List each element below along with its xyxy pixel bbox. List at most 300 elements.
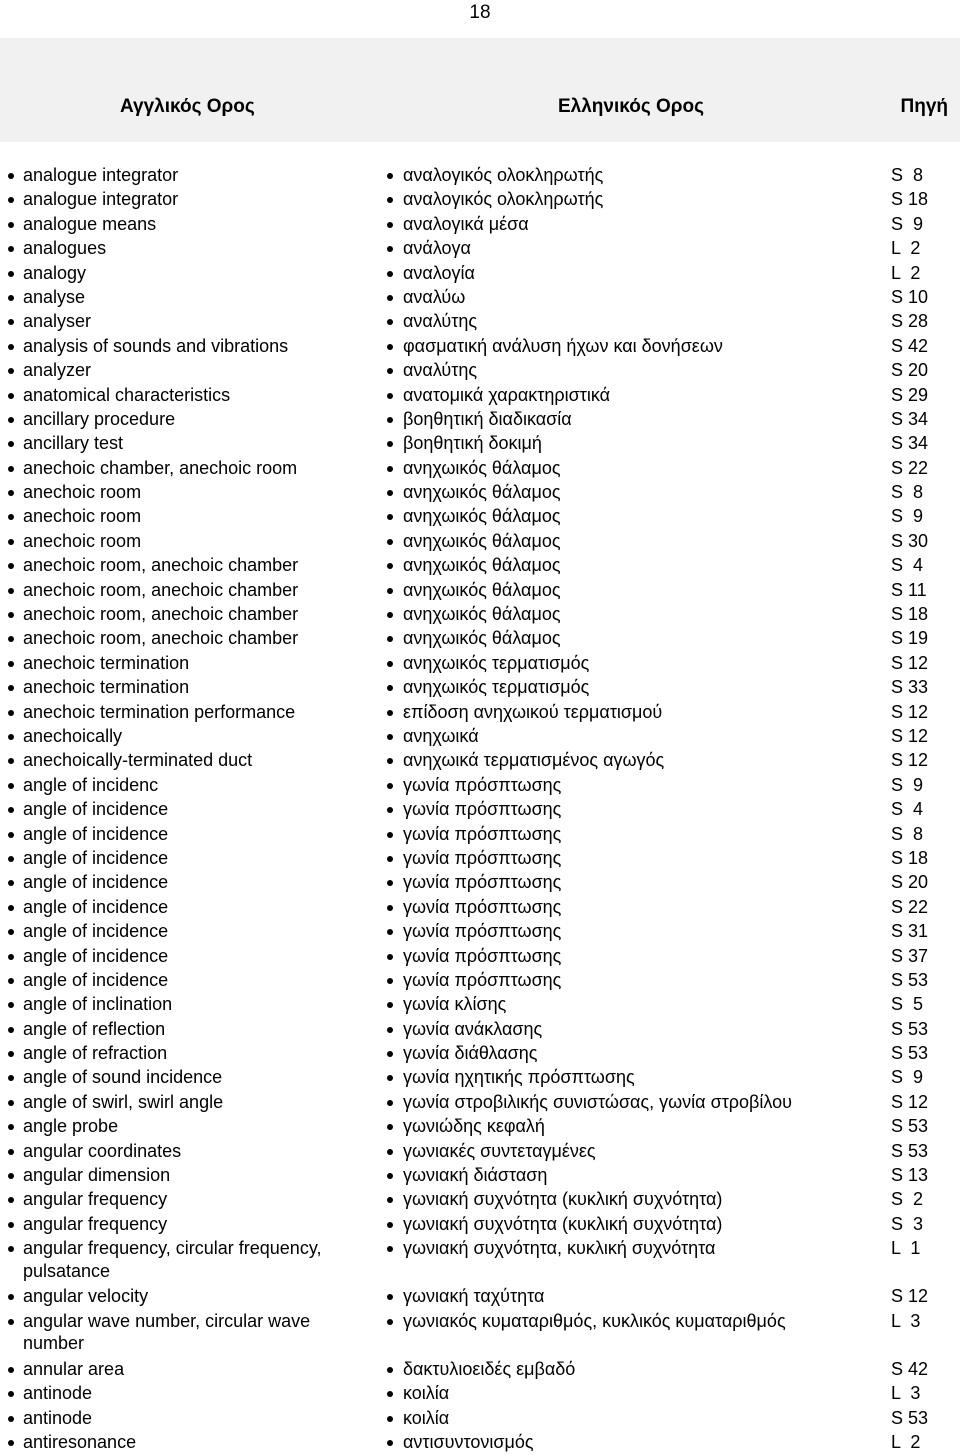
source-reference: S 10 <box>891 286 929 307</box>
source-reference: S 12 <box>891 701 929 722</box>
source-reference: S 5 <box>891 994 924 1015</box>
source-reference: S 12 <box>891 652 929 673</box>
bullet-icon <box>387 1075 393 1081</box>
bullet-icon <box>8 295 14 301</box>
bullet-icon <box>387 685 393 691</box>
bullet-icon <box>8 1075 14 1081</box>
table-row <box>0 895 960 919</box>
greek-term: βοηθητική δοκιμή <box>403 433 542 454</box>
table-row <box>0 700 960 724</box>
table-row <box>0 1381 960 1405</box>
bullet-icon <box>8 636 14 642</box>
bullet-icon <box>387 1222 393 1228</box>
english-term: angular frequency <box>23 1189 168 1210</box>
bullet-icon <box>8 173 14 179</box>
bullet-icon <box>8 490 14 496</box>
bullet-icon <box>8 393 14 399</box>
bullet-icon <box>8 539 14 545</box>
source-reference: S 12 <box>891 1091 929 1112</box>
table-row <box>0 334 960 358</box>
english-term: anechoic chamber, anechoic room <box>23 457 298 478</box>
english-term: angle of incidence <box>23 799 169 820</box>
table-row <box>0 773 960 797</box>
bullet-icon <box>387 271 393 277</box>
table-row <box>0 1309 960 1357</box>
bullet-icon <box>387 368 393 374</box>
table-row <box>0 187 960 211</box>
source-reference: S 30 <box>891 530 929 551</box>
english-term: ancillary test <box>23 433 124 454</box>
source-reference: S 8 <box>891 482 924 503</box>
table-row <box>0 846 960 870</box>
greek-term: αναλύτης <box>403 311 478 332</box>
table-row <box>0 1357 960 1381</box>
bullet-icon <box>387 880 393 886</box>
bullet-icon <box>8 466 14 472</box>
english-term: analyzer <box>23 360 92 381</box>
greek-term: γωνία στροβιλικής συνιστώσας, γωνία στροβίλου <box>403 1091 792 1112</box>
source-reference: S 37 <box>891 945 929 966</box>
bullet-icon <box>387 588 393 594</box>
bullet-icon <box>387 807 393 813</box>
english-term: angle of sound incidence <box>23 1067 223 1088</box>
bullet-icon <box>387 1319 393 1325</box>
bullet-icon <box>8 1197 14 1203</box>
table-row <box>0 163 960 187</box>
greek-term: γωνία πρόσπτωσης <box>403 823 562 844</box>
greek-term: ανηχωικός θάλαμος <box>403 579 561 600</box>
source-reference: L 1 <box>891 1238 921 1259</box>
english-term: angle probe <box>23 1116 119 1137</box>
table-row <box>0 1065 960 1089</box>
greek-term: αναλογία <box>403 262 475 283</box>
source-reference: S 12 <box>891 1286 929 1307</box>
table-row <box>0 553 960 577</box>
source-reference: S 34 <box>891 408 929 429</box>
bullet-icon <box>8 1367 14 1373</box>
english-term: angle of reflection <box>23 1018 166 1039</box>
english-term: analogy <box>23 262 87 283</box>
source-reference: S 53 <box>891 1140 929 1161</box>
bullet-icon <box>8 417 14 423</box>
greek-term: γωνία πρόσπτωσης <box>403 945 562 966</box>
table-row <box>0 797 960 821</box>
table-row <box>0 651 960 675</box>
greek-term: γωνία πρόσπτωσης <box>403 969 562 990</box>
bullet-icon <box>387 1100 393 1106</box>
bullet-icon <box>387 1149 393 1155</box>
english-term: anechoic room <box>23 482 142 503</box>
source-reference: S 2 <box>891 1189 924 1210</box>
header-band <box>0 38 960 142</box>
english-term: angle of incidence <box>23 969 169 990</box>
english-term: anechoic room, anechoic chamber <box>23 604 299 625</box>
source-reference: S 4 <box>891 555 924 576</box>
bullet-icon <box>8 1319 14 1325</box>
bullet-icon <box>8 905 14 911</box>
bullet-icon <box>8 319 14 325</box>
english-term: angle of inclination <box>23 994 173 1015</box>
table-row <box>0 968 960 992</box>
bullet-icon <box>387 612 393 618</box>
english-term: analyser <box>23 311 92 332</box>
bullet-icon <box>387 1246 393 1252</box>
source-reference: S 53 <box>891 1116 929 1137</box>
header-english-term: Αγγλικός Ορος <box>120 96 255 117</box>
english-term: angular coordinates <box>23 1140 182 1161</box>
greek-term: γωνιώδης κεφαλή <box>403 1116 545 1137</box>
english-term: analogue integrator <box>23 189 179 210</box>
greek-term: ανηχωικός θάλαμος <box>403 530 561 551</box>
greek-term: αναλογικός ολοκληρωτής <box>403 189 604 210</box>
source-reference: L 3 <box>891 1310 921 1331</box>
greek-term: ανηχωικός τερματισμός <box>403 677 590 698</box>
bullet-icon <box>387 929 393 935</box>
table-row <box>0 602 960 626</box>
bullet-icon <box>387 563 393 569</box>
source-reference: S 53 <box>891 969 929 990</box>
source-reference: L 3 <box>891 1383 921 1404</box>
greek-term: γωνιακή συχνότητα (κυκλική συχνότητα) <box>403 1189 723 1210</box>
english-term: anechoically-terminated duct <box>23 750 253 771</box>
source-reference: S 18 <box>891 604 929 625</box>
source-reference: L 2 <box>891 1432 921 1453</box>
greek-term: ανηχωικός θάλαμος <box>403 604 561 625</box>
bullet-icon <box>8 954 14 960</box>
english-term: angle of refraction <box>23 1043 168 1064</box>
table-row <box>0 1406 960 1430</box>
bullet-icon <box>8 856 14 862</box>
source-reference: S 28 <box>891 311 929 332</box>
bullet-icon <box>387 344 393 350</box>
greek-term: δακτυλιοειδές εμβαδό <box>403 1358 576 1379</box>
bullet-icon <box>8 1173 14 1179</box>
table-row <box>0 944 960 968</box>
english-term: angle of swirl, swirl angle <box>23 1091 224 1112</box>
greek-term: γωνιακή διάσταση <box>403 1165 548 1186</box>
bullet-icon <box>8 710 14 716</box>
bullet-icon <box>8 344 14 350</box>
table-row <box>0 919 960 943</box>
english-term: angle of incidence <box>23 896 169 917</box>
bullet-icon <box>8 588 14 594</box>
table-row <box>0 407 960 431</box>
english-term: analogue means <box>23 213 157 234</box>
source-reference: S 3 <box>891 1213 924 1234</box>
table-row <box>0 870 960 894</box>
table-row <box>0 212 960 236</box>
bullet-icon <box>387 197 393 203</box>
english-term: anechoic room <box>23 530 142 551</box>
english-term: antiresonance <box>23 1432 137 1453</box>
english-term: angle of incidence <box>23 921 169 942</box>
bullet-icon <box>387 1416 393 1422</box>
page-top-margin <box>0 0 960 38</box>
glossary-table <box>0 163 960 1455</box>
english-term: antinode <box>23 1383 93 1404</box>
source-reference: S 34 <box>891 433 929 454</box>
bullet-icon <box>387 514 393 520</box>
bullet-icon <box>387 466 393 472</box>
bullet-icon <box>387 661 393 667</box>
bullet-icon <box>8 563 14 569</box>
bullet-icon <box>8 685 14 691</box>
table-row <box>0 456 960 480</box>
bullet-icon <box>387 1124 393 1130</box>
source-reference: S 8 <box>891 165 924 185</box>
page-number: 18 <box>469 2 491 23</box>
bullet-icon <box>387 734 393 740</box>
greek-term: αντισυντονισμός <box>403 1432 534 1453</box>
bullet-icon <box>387 1051 393 1057</box>
bullet-icon <box>8 1002 14 1008</box>
source-reference: S 22 <box>891 457 929 478</box>
bullet-icon <box>387 1440 393 1446</box>
english-term: anechoic room, anechoic chamber <box>23 628 299 649</box>
greek-term: γωνία ηχητικής πρόσπτωσης <box>403 1067 635 1088</box>
greek-term: γωνία διάθλασης <box>403 1043 538 1064</box>
english-term: angle of incidenc <box>23 774 159 795</box>
source-reference: S 9 <box>891 213 924 234</box>
table-row <box>0 1236 960 1284</box>
bullet-icon <box>8 368 14 374</box>
greek-term: ανηχωικά τερματισμένος αγωγός <box>403 750 665 771</box>
bullet-icon <box>387 393 393 399</box>
bullet-icon <box>8 222 14 228</box>
greek-term: γωνία πρόσπτωσης <box>403 872 562 893</box>
greek-term: ανηχωικός θάλαμος <box>403 628 561 649</box>
table-row <box>0 1212 960 1236</box>
greek-term: επίδοση ανηχωικού τερματισμού <box>403 701 663 722</box>
source-reference: S 9 <box>891 1067 924 1088</box>
bullet-icon <box>8 929 14 935</box>
english-term: ancillary procedure <box>23 408 176 429</box>
source-reference: S 13 <box>891 1165 929 1186</box>
source-reference: S 9 <box>891 774 924 795</box>
bullet-icon <box>8 1416 14 1422</box>
greek-term: ανηχωικός θάλαμος <box>403 482 561 503</box>
english-term: anatomical characteristics <box>23 384 231 405</box>
source-reference: L 2 <box>891 262 921 283</box>
greek-term: αναλύω <box>403 286 466 307</box>
bullet-icon <box>8 1222 14 1228</box>
bullet-icon <box>387 832 393 838</box>
bullet-icon <box>8 832 14 838</box>
table-row <box>0 358 960 382</box>
english-term: angular dimension <box>23 1165 171 1186</box>
bullet-icon <box>8 1149 14 1155</box>
english-term: antinode <box>23 1407 93 1428</box>
bullet-icon <box>387 490 393 496</box>
bullet-icon <box>387 905 393 911</box>
greek-term: γωνία ανάκλασης <box>403 1018 543 1039</box>
greek-term: γωνία πρόσπτωσης <box>403 847 562 868</box>
table-row <box>0 309 960 333</box>
source-reference: S 18 <box>891 847 929 868</box>
source-reference: S 11 <box>891 579 927 600</box>
english-term: angle of incidence <box>23 872 169 893</box>
table-row <box>0 529 960 553</box>
table-row <box>0 992 960 1016</box>
bullet-icon <box>8 514 14 520</box>
table-row <box>0 1163 960 1187</box>
source-reference: S 53 <box>891 1407 929 1428</box>
table-row <box>0 724 960 748</box>
source-reference: S 4 <box>891 799 924 820</box>
source-reference: S 12 <box>891 725 929 746</box>
table-row <box>0 383 960 407</box>
table-row <box>0 504 960 528</box>
greek-term: ανηχωικός θάλαμος <box>403 457 561 478</box>
greek-term: γωνιακή συχνότητα, κυκλική συχνότητα <box>403 1238 716 1259</box>
english-term: angular frequency <box>23 1213 168 1234</box>
english-term: anechoic room, anechoic chamber <box>23 579 299 600</box>
english-term: angular frequency, circular frequency, pulsatance <box>23 1238 322 1281</box>
table-row <box>0 1187 960 1211</box>
english-term: analogue integrator <box>23 165 179 185</box>
table-row <box>0 285 960 309</box>
table-row <box>0 822 960 846</box>
table-row <box>0 480 960 504</box>
bullet-icon <box>387 1391 393 1397</box>
bullet-icon <box>8 246 14 252</box>
english-term: analysis of sounds and vibrations <box>23 335 289 356</box>
bullet-icon <box>8 1294 14 1300</box>
bullet-icon <box>8 1027 14 1033</box>
bullet-icon <box>8 271 14 277</box>
bullet-icon <box>387 1294 393 1300</box>
table-row <box>0 431 960 455</box>
greek-term: ανηχωικός θάλαμος <box>403 555 561 576</box>
bullet-icon <box>387 856 393 862</box>
bullet-icon <box>387 1002 393 1008</box>
source-reference: S 31 <box>891 921 929 942</box>
greek-term: γωνία πρόσπτωσης <box>403 896 562 917</box>
header-source: Πηγή <box>900 96 948 117</box>
table-row <box>0 1139 960 1163</box>
bullet-icon <box>8 1100 14 1106</box>
english-term: angular velocity <box>23 1286 149 1307</box>
english-term: angular wave number, circular wave number <box>23 1310 311 1354</box>
bullet-icon <box>387 441 393 447</box>
table-row <box>0 1090 960 1114</box>
bullet-icon <box>8 1391 14 1397</box>
table-row <box>0 236 960 260</box>
bullet-icon <box>387 758 393 764</box>
bullet-icon <box>387 636 393 642</box>
greek-term: γωνιακός κυματαριθμός, κυκλικός κυματαριθμός <box>403 1310 786 1331</box>
bullet-icon <box>8 758 14 764</box>
source-reference: S 53 <box>891 1018 929 1039</box>
source-reference: S 29 <box>891 384 929 405</box>
table-row <box>0 1114 960 1138</box>
english-term: angle of incidence <box>23 823 169 844</box>
english-term: anechoic room, anechoic chamber <box>23 555 299 576</box>
bullet-icon <box>387 978 393 984</box>
bullet-icon <box>387 173 393 179</box>
english-term: anechoically <box>23 725 123 746</box>
greek-term: γωνιακή συχνότητα (κυκλική συχνότητα) <box>403 1213 723 1234</box>
table-row <box>0 261 960 285</box>
bullet-icon <box>387 319 393 325</box>
greek-term: ανάλογα <box>403 238 471 259</box>
greek-term: ανηχωικός τερματισμός <box>403 652 590 673</box>
source-reference: S 42 <box>891 1358 929 1379</box>
greek-term: αναλογικός ολοκληρωτής <box>403 165 604 185</box>
bullet-icon <box>8 783 14 789</box>
bullet-icon <box>387 1197 393 1203</box>
bullet-icon <box>8 978 14 984</box>
greek-term: γωνιακή ταχύτητα <box>403 1286 545 1307</box>
bullet-icon <box>387 710 393 716</box>
source-reference: S 18 <box>891 189 929 210</box>
source-reference: S 12 <box>891 750 929 771</box>
greek-term: βοηθητική διαδικασία <box>403 408 572 429</box>
bullet-icon <box>8 197 14 203</box>
bullet-icon <box>387 1027 393 1033</box>
greek-term: ανατομικά χαρακτηριστικά <box>403 384 611 405</box>
bullet-icon <box>387 295 393 301</box>
source-reference: S 20 <box>891 360 929 381</box>
english-term: angle of incidence <box>23 847 169 868</box>
table-row <box>0 626 960 650</box>
bullet-icon <box>387 1173 393 1179</box>
bullet-icon <box>387 417 393 423</box>
greek-term: γωνία πρόσπτωσης <box>403 799 562 820</box>
greek-term: κοιλία <box>403 1383 450 1404</box>
english-term: angle of incidence <box>23 945 169 966</box>
bullet-icon <box>387 246 393 252</box>
bullet-icon <box>387 222 393 228</box>
source-reference: S 19 <box>891 628 929 649</box>
bullet-icon <box>387 1367 393 1373</box>
greek-term: αναλύτης <box>403 360 478 381</box>
bullet-icon <box>8 1051 14 1057</box>
source-reference: S 42 <box>891 335 929 356</box>
table-row <box>0 1430 960 1454</box>
greek-term: γωνία κλίσης <box>403 994 507 1015</box>
greek-term: αναλογικά μέσα <box>403 213 529 234</box>
greek-term: φασματική ανάλυση ήχων και δονήσεων <box>403 335 723 356</box>
bullet-icon <box>8 1440 14 1446</box>
source-reference: S 33 <box>891 677 929 698</box>
greek-term: ανηχωικά <box>403 725 479 746</box>
english-term: anechoic termination <box>23 677 190 698</box>
source-reference: S 53 <box>891 1043 929 1064</box>
source-reference: S 22 <box>891 896 929 917</box>
greek-term: γωνία πρόσπτωσης <box>403 921 562 942</box>
source-reference: S 20 <box>891 872 929 893</box>
greek-term: ανηχωικός θάλαμος <box>403 506 561 527</box>
header-greek-term: Ελληνικός Ορος <box>558 96 705 117</box>
source-reference: S 8 <box>891 823 924 844</box>
greek-term: γωνιακές συντεταγμένες <box>403 1140 596 1161</box>
bullet-icon <box>387 954 393 960</box>
english-term: anechoic termination <box>23 652 190 673</box>
table-row <box>0 675 960 699</box>
english-term: annular area <box>23 1358 125 1379</box>
table-row <box>0 578 960 602</box>
bullet-icon <box>387 539 393 545</box>
source-reference: L 2 <box>891 238 921 259</box>
bullet-icon <box>8 1246 14 1252</box>
greek-term: γωνία πρόσπτωσης <box>403 774 562 795</box>
bullet-icon <box>8 880 14 886</box>
bullet-icon <box>8 661 14 667</box>
table-row <box>0 1017 960 1041</box>
bullet-icon <box>8 1124 14 1130</box>
bullet-icon <box>8 807 14 813</box>
